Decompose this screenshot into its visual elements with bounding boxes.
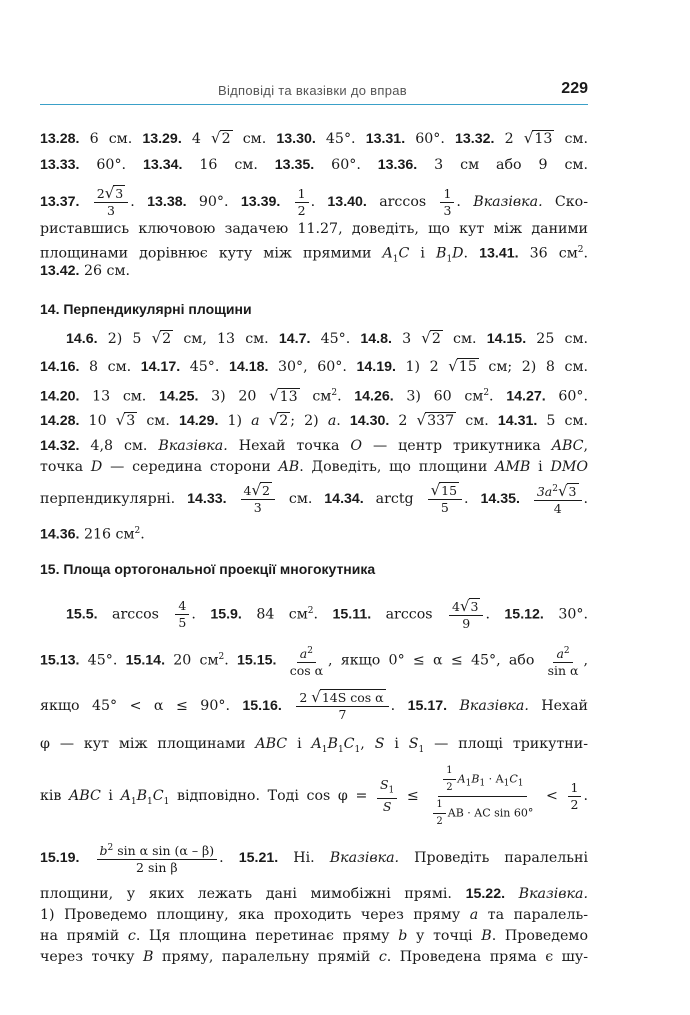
header-rule bbox=[40, 104, 588, 105]
s15-line-3: якщо 45° < α ≤ 90°. 15.16. $\frac{\text{2 √14S cos α}}{7}$ . 15.17. Вказівка. Нехай bbox=[40, 688, 588, 722]
s14-line-6: точка D — середина сторони AB. Доведіть, що площини AMB і DMO bbox=[40, 459, 589, 475]
s14-line-4: 14.28. 10 √3 см. 14.29. 1) a √2 ; 2) a. 14.30. 2 √337 см. 14.31. 5 см. bbox=[40, 411, 589, 429]
s14-line-2: 14.16. 8 см. 14.17. 45°. 14.18. 30°, 60°. 14.19. 1) 2 √15 см; 2) 8 см. bbox=[40, 357, 588, 375]
s15-line-4: φ — кут між площинами ABC і $A_1B_1C_1$, S і $S_1$ — площі трикутни- bbox=[40, 736, 589, 755]
s13-line-4: риставшись ключовою задачею 11.27, доведіть, що кут між даними bbox=[40, 221, 588, 237]
page-number: 229 bbox=[561, 80, 588, 97]
s15-line-2: 15.13. 45°. 15.14. 20 $см^2$. 15.15. $\frac{a^2}{\text{cos α}}$ , якщо 0° ≤ α ≤ 45°, або $\frac{a^2}{\text{sin α}}$ , bbox=[40, 634, 588, 680]
running-header: Відповіді та вказівки до вправ bbox=[218, 83, 407, 98]
s14-line-5: 14.32. 4,8 см. Вказівка. Нехай точка O — центр трикутника ABC, bbox=[40, 438, 589, 454]
s13-line-3: 13.37. $\frac{2√3}{3}$ . 13.38. 90°. 13.39. $\frac{1}{2}$ . 13.40. arccos $\frac{1}{3}$ . Вказівка. Ско- bbox=[40, 184, 588, 218]
s14-line-8: 14.36. 216 $см^2$. bbox=[40, 526, 145, 543]
s15-line-6: 15.19. $\frac{b^2 \sin \alpha \sin (\alpha - \beta)}{\text{2 sin β}}$ . 15.21. Ні. Вказівка. Проведіть паралельні bbox=[40, 835, 588, 881]
section-14-title: 14. Перпендикулярні площини bbox=[40, 301, 252, 317]
s13-line-6: 13.42. 26 см. bbox=[40, 263, 131, 279]
s15-line-7: площини, у яких лежать дані мимобіжні прямі. 15.22. Вказівка. bbox=[40, 886, 588, 902]
s15-line-1: 15.5. arccos $\frac{4}{5}$ . 15.9. 84 $см^2$. 15.11. arccos $\frac{4√3}{9}$ . 15.12. 30°. bbox=[66, 596, 588, 631]
s14-line-3: 14.20. 13 см. 14.25. 3) 20 √13 $см^2$. 14.26. 3) 60 $см^2$. 14.27. 60°. bbox=[40, 386, 589, 405]
s13-line-5: площинами дорівнює куту між прямими $A_1C$ і $B_1D$. 13.41. 36 $см^2$. bbox=[40, 245, 588, 265]
s13-line-1: 13.28. 6 см. 13.29. 4 √2 см. 13.30. 45°. 13.31. 60°. 13.32. 2 √13 см. bbox=[40, 129, 588, 147]
s13-line-2: 13.33. 60°. 13.34. 16 см. 13.35. 60°. 13.36. 3 см або 9 см. bbox=[40, 157, 588, 173]
s15-line-8: 1) Проведемо площину, яка проходить через пряму a та паралель- bbox=[40, 907, 588, 923]
s15-line-10: через точку B пряму, паралельну прямій c. Проведена пряма є шу- bbox=[40, 949, 589, 965]
s14-line-7: перпендикулярні. 14.33. $\frac{4√2}{3}$ см. 14.34. arctg $\frac{√15}{5}$ . 14.35. $\frac{3a^2√3}{4}$ . bbox=[40, 481, 589, 517]
s14-line-1: 14.6. 2) 5 √2 см, 13 см. 14.7. 45°. 14.8. 3 √2 см. 14.15. 25 см. bbox=[66, 329, 588, 347]
s15-line-5: ків ABC і $A_1B_1C_1$ відповідно. Тоді cos φ = $\frac{S_1}{S}$ ≤ $\frac{1}{2}$ $A_1B_1 \cdot A_1C_1$ $\frac{1}{2}$ AB · AC sin 60° < $\frac{1}{2}$ . bbox=[40, 764, 588, 827]
s15-line-9: на прямій c. Ця площина перетинає пряму b у точці B. Проведемо bbox=[40, 928, 589, 944]
section-15-title: 15. Площа ортогональної проекції многокутника bbox=[40, 561, 376, 577]
